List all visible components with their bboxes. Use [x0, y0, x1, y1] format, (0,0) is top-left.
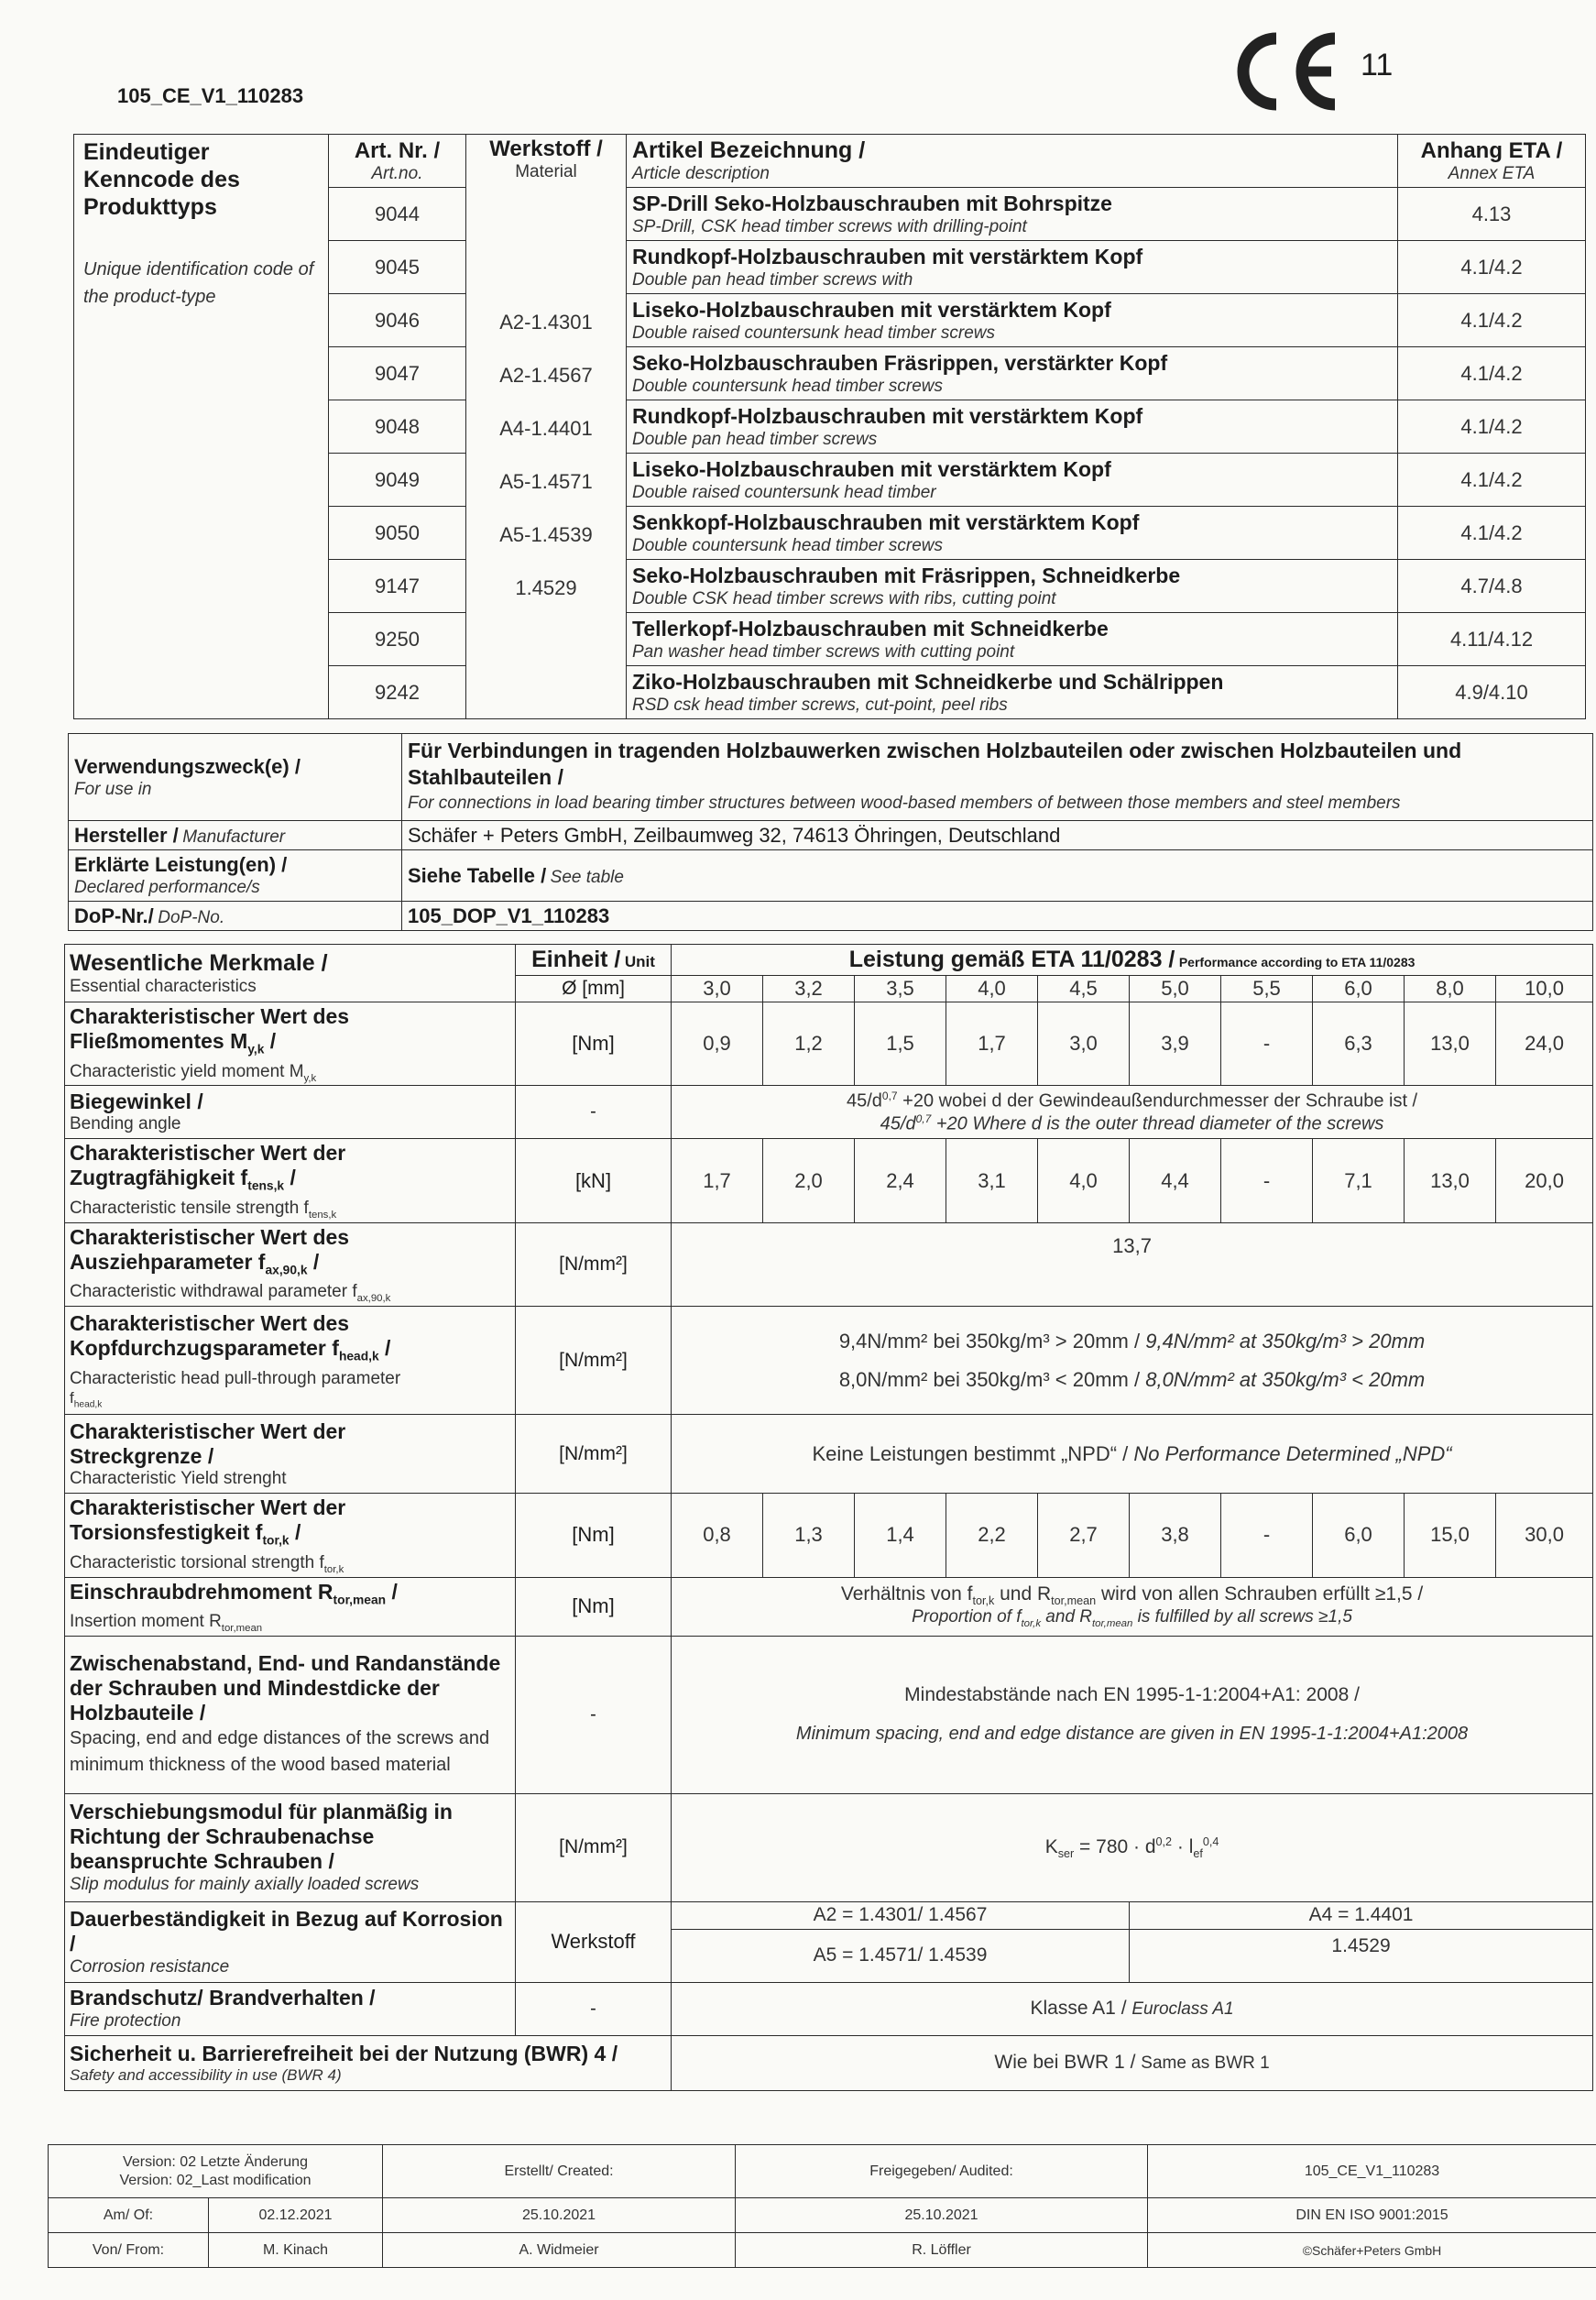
description-en: Double pan head timber screws with [632, 269, 913, 290]
yield-moment-row [65, 1002, 1593, 1086]
tensile-value: 2,0 [763, 1139, 855, 1222]
footer-copyright: ©Schäfer+Peters GmbH [1148, 2233, 1596, 2268]
fire-label-en: Fire protection [70, 2011, 181, 2032]
corrosion-a5: A5 = 1.4571/ 1.4539 [672, 1929, 1130, 1982]
description-de: Liseko-Holzbauschrauben mit verstärktem Kopf [632, 297, 1111, 322]
fire-value-en: Euroclass A1 [1131, 1999, 1234, 2020]
performance-header-en: Performance according to ETA 11/0283 [1178, 955, 1416, 969]
slip-formula-ser: ser [1057, 1847, 1075, 1861]
description-en: Double countersunk head timber screws [632, 535, 944, 555]
withdrawal-label-1: Charakteristischer Wert des [70, 1224, 350, 1249]
tensile-row [65, 1139, 1593, 1222]
slip-formula-ef: ef [1193, 1847, 1203, 1861]
yield-unit: [Nm] [516, 1002, 672, 1086]
yield-value: 3,0 [1038, 1002, 1130, 1086]
headpull-label-1: Charakteristischer Wert des [70, 1311, 350, 1336]
withdrawal-value: 13,7 [672, 1222, 1593, 1306]
torsion-label-end: / [289, 1520, 301, 1545]
performance-value: Siehe Tabelle / [408, 863, 547, 887]
yield-label-end: / [264, 1029, 277, 1053]
description-en: SP-Drill, CSK head timber screws with drilling-point [632, 216, 1027, 236]
char-header-en: Essential characteristics [70, 976, 257, 996]
material-a4-4401: A4-1.4401 [499, 417, 593, 440]
yield-value: 0,9 [672, 1002, 763, 1086]
dop-value: 105_DOP_V1_110283 [402, 902, 1593, 931]
annex: 4.11/4.12 [1398, 613, 1586, 666]
tensile-unit: [kN] [516, 1139, 672, 1222]
corrosion-4529: 1.4529 [1130, 1929, 1593, 1982]
insertion-v1c: und R [994, 1583, 1052, 1605]
slip-formula-exp1: 0,2 [1155, 1835, 1173, 1848]
slip-formula-k: K [1044, 1835, 1058, 1857]
torsion-label-1: Charakteristischer Wert der [70, 1495, 346, 1520]
description-de: Rundkopf-Holzbauschrauben mit verstärktem Kopf [632, 244, 1143, 268]
diameter-value: 6,0 [1313, 976, 1405, 1002]
manufacturer-label-en: Manufacturer [182, 827, 286, 847]
art-no: 9046 [329, 294, 466, 347]
insertion-v1a: Verhältnis von f [840, 1583, 973, 1605]
withdrawal-label-sub: ax,90,k [265, 1263, 308, 1277]
spacing-unit: - [516, 1636, 672, 1793]
bending-v2c: +20 Where d is the outer thread diameter of the screws [931, 1113, 1384, 1134]
bending-v2a: 45/d [880, 1113, 916, 1134]
material-4529: 1.4529 [515, 576, 577, 599]
slip-label-en: Slip modulus for mainly axially loaded screws [70, 1875, 420, 1895]
safety-value: Wie bei BWR 1 / [994, 2052, 1136, 2074]
diameter-value: 3,5 [855, 976, 946, 1002]
yieldstr-label-en: Characteristic Yield strenght [70, 1468, 287, 1488]
annex: 4.1/4.2 [1398, 241, 1586, 294]
annex: 4.7/4.8 [1398, 560, 1586, 613]
yield-label-2: Fließmomentes M [70, 1029, 248, 1053]
fire-unit: - [516, 1982, 672, 2035]
document-id: 105_CE_V1_110283 [117, 84, 304, 107]
annex: 4.9/4.10 [1398, 666, 1586, 719]
safety-row [65, 2035, 1593, 2090]
insertion-v1b: tor,k [972, 1594, 995, 1608]
bending-v1a: 45/d [846, 1090, 882, 1112]
art-no: 9049 [329, 454, 466, 507]
description-de: Liseko-Holzbauschrauben mit verstärktem Kopf [632, 456, 1111, 481]
insertion-v1e: wird von allen Schrauben erfüllt ≥1,5 / [1096, 1583, 1424, 1605]
art-no: 9250 [329, 613, 466, 666]
unit-header-en: Unit [624, 953, 655, 970]
diameter-value: 3,2 [763, 976, 855, 1002]
withdrawal-label-en-sub: ax,90,k [356, 1293, 391, 1305]
bending-v1c: +20 wobei d der Gewindeaußendurchmesser der Schraube ist / [897, 1090, 1418, 1112]
torsion-label-sub: tor,k [262, 1533, 290, 1548]
bending-angle-row [65, 1086, 1593, 1139]
performance-header: Leistung gemäß ETA 11/0283 / [848, 947, 1175, 972]
footer-version: Version: 02 Letzte Änderung [123, 2153, 308, 2170]
withdrawal-unit: [N/mm²] [516, 1222, 672, 1306]
yieldstr-value: Keine Leistungen bestimmt „NPD“ / [812, 1441, 1129, 1465]
diameter-value: 5,0 [1130, 976, 1221, 1002]
description-en: Double countersunk head timber screws [632, 376, 944, 396]
slip-unit: [N/mm²] [516, 1793, 672, 1901]
annex: 4.1/4.2 [1398, 347, 1586, 400]
torsion-value: 15,0 [1405, 1494, 1496, 1577]
torsion-row [65, 1494, 1593, 1577]
description-en: Double raised countersunk head timber screws [632, 323, 996, 343]
headpull-label-en: Characteristic head pull-through parameter [70, 1368, 401, 1388]
fire-label: Brandschutz/ Brandverhalten / [70, 1986, 376, 2010]
diameter-value: 10,0 [1496, 976, 1593, 1002]
description-header-en: Article description [632, 164, 770, 183]
torsion-value: 6,0 [1313, 1494, 1405, 1577]
bending-label-en: Bending angle [70, 1114, 181, 1134]
footer-iso: DIN EN ISO 9001:2015 [1148, 2198, 1596, 2233]
art-no-header-en: Art.no. [371, 163, 423, 183]
yield-value: 13,0 [1405, 1002, 1496, 1086]
head-pull-through-row [65, 1307, 1593, 1415]
footer-von-label: Von/ From: [49, 2233, 209, 2268]
material-header-en: Material [515, 162, 577, 181]
headpull-v2-en: 8,0N/mm² at 350kg/m³ < 20mm [1145, 1367, 1426, 1391]
torsion-value: 1,4 [855, 1494, 946, 1577]
tensile-value: 4,0 [1038, 1139, 1130, 1222]
yield-value: - [1221, 1002, 1313, 1086]
slip-formula-exp2: 0,4 [1202, 1835, 1219, 1848]
torsion-label-en-sub: tor,k [323, 1563, 344, 1575]
headpull-label-sub: head,k [338, 1349, 379, 1364]
insertion-v1d: tor,mean [1051, 1594, 1097, 1608]
fire-value: Klasse A1 / [1030, 1998, 1127, 2020]
headpull-label-en2: f [70, 1388, 74, 1407]
footer-von-value: M. Kinach [209, 2233, 383, 2268]
insertion-label-en: Insertion moment R [70, 1612, 222, 1632]
footer-am-label: Am/ Of: [49, 2198, 209, 2233]
safety-label-en: Safety and accessibility in use (BWR 4) [70, 2065, 342, 2084]
tensile-label-1: Charakteristischer Wert der [70, 1141, 346, 1166]
yield-value: 1,7 [946, 1002, 1038, 1086]
corrosion-label: Dauerbeständigkeit in Bezug auf Korrosion / [70, 1906, 503, 1955]
yield-value: 6,3 [1313, 1002, 1405, 1086]
withdrawal-label-2: Ausziehparameter f [70, 1249, 266, 1274]
withdrawal-label-en: Characteristic withdrawal parameter f [70, 1282, 357, 1302]
tensile-value: 2,4 [855, 1139, 946, 1222]
headpull-v1: 9,4N/mm² bei 350kg/m³ > 20mm / [838, 1329, 1141, 1353]
bending-v1b: 0,7 [881, 1090, 898, 1103]
diameter-value: 3,0 [672, 976, 763, 1002]
spacing-row [65, 1636, 1593, 1793]
slip-formula-l: · l [1172, 1835, 1194, 1857]
diameter-unit: Ø [mm] [516, 976, 672, 1002]
insertion-label-en-sub: tor,mean [221, 1622, 263, 1634]
torsion-unit: [Nm] [516, 1494, 672, 1577]
art-no: 9044 [329, 188, 466, 241]
description-en: Pan washer head timber screws with cutting point [632, 641, 1015, 662]
yield-value: 3,9 [1130, 1002, 1221, 1086]
performance-table [64, 944, 1593, 2091]
insertion-v2a: Proportion of f [912, 1607, 1022, 1627]
footer-am-value: 02.12.2021 [209, 2198, 383, 2233]
description-header: Artikel Bezeichnung / [632, 137, 866, 163]
art-no-header: Art. Nr. / [354, 137, 441, 163]
torsion-label-2: Torsionsfestigkeit f [70, 1520, 263, 1545]
withdrawal-label-end: / [307, 1249, 320, 1274]
insertion-moment-row [65, 1577, 1593, 1636]
footer-approved-date: 25.10.2021 [736, 2198, 1148, 2233]
diameter-value: 5,5 [1221, 976, 1313, 1002]
slip-modulus-row [65, 1793, 1593, 1901]
annex: 4.13 [1398, 188, 1586, 241]
yieldstr-label-1: Charakteristischer Wert der [70, 1418, 346, 1443]
insertion-v2e: is fulfilled by all screws ≥1,5 [1132, 1607, 1352, 1627]
slip-label: Verschiebungsmodul für planmäßig in Richtung der Schraubenachse beanspruchte Schrauben / [70, 1800, 453, 1874]
description-de: Ziko-Holzbauschrauben mit Schneidkerbe und Schälrippen [632, 669, 1224, 694]
art-no: 9048 [329, 400, 466, 454]
insertion-v2d: tor,mean [1092, 1618, 1133, 1630]
headpull-label-end: / [378, 1336, 391, 1361]
footer-doc-id: 105_CE_V1_110283 [1148, 2145, 1596, 2198]
insertion-v2c: and R [1041, 1607, 1093, 1627]
spacing-value-en: Minimum spacing, end and edge distance are given in EN 1995-1-1:2004+A1:2008 [795, 1724, 1469, 1745]
corrosion-a2: A2 = 1.4301/ 1.4567 [672, 1901, 1130, 1929]
spacing-label-en: Spacing, end and edge distances of the screws and minimum thickness of the wood based material [70, 1727, 490, 1775]
yield-strength-row [65, 1415, 1593, 1494]
torsion-value: 2,2 [946, 1494, 1038, 1577]
torsion-value: 1,3 [763, 1494, 855, 1577]
product-id-cell [74, 135, 329, 719]
product-id-label-en: Unique identification code of the product-type [83, 259, 314, 307]
footer-version-en: Version: 02_Last modification [119, 2172, 312, 2188]
insertion-label-end: / [386, 1579, 398, 1604]
tensile-label-en-sub: tens,k [308, 1209, 337, 1221]
dop-label: DoP-Nr./ [74, 904, 154, 927]
tensile-value: 1,7 [672, 1139, 763, 1222]
yield-value: 1,5 [855, 1002, 946, 1086]
torsion-value: 0,8 [672, 1494, 763, 1577]
slip-formula-mid: = 780 · d [1074, 1835, 1156, 1857]
fire-row [65, 1982, 1593, 2035]
bending-v2b: 0,7 [915, 1112, 932, 1125]
info-table [68, 733, 1593, 931]
yield-label-sub: y,k [247, 1042, 265, 1057]
bending-label: Biegewinkel / [70, 1090, 203, 1114]
tensile-label-en: Characteristic tensile strength f [70, 1198, 309, 1218]
insertion-label: Einschraubdrehmoment R [70, 1579, 333, 1604]
art-no: 9242 [329, 666, 466, 719]
description-de: Tellerkopf-Holzbauschrauben mit Schneidkerbe [632, 616, 1109, 641]
torsion-label-en: Characteristic torsional strength f [70, 1552, 324, 1572]
description-de: Rundkopf-Holzbauschrauben mit verstärktem Kopf [632, 403, 1143, 428]
footer-created-label: Erstellt/ Created: [383, 2145, 736, 2198]
art-no: 9050 [329, 507, 466, 560]
insertion-unit: [Nm] [516, 1577, 672, 1636]
description-de: SP-Drill Seko-Holzbauschrauben mit Bohrspitze [632, 191, 1112, 215]
description-de: Seko-Holzbauschrauben mit Fräsrippen, Schneidkerbe [632, 563, 1181, 587]
headpull-label-en2-sub: head,k [73, 1399, 103, 1410]
diameter-value: 4,0 [946, 976, 1038, 1002]
safety-label: Sicherheit u. Barrierefreiheit bei der Nutzung (BWR) 4 / [70, 2041, 618, 2065]
description-de: Seko-Holzbauschrauben Fräsrippen, verstärkter Kopf [632, 350, 1168, 375]
corrosion-label-en: Corrosion resistance [70, 1956, 230, 1977]
description-en: Double CSK head timber screws with ribs, cutting point [632, 588, 1056, 608]
tensile-value: 13,0 [1405, 1139, 1496, 1222]
description-de: Senkkopf-Holzbauschrauben mit verstärktem Kopf [632, 509, 1140, 534]
slip-formula [672, 1793, 1593, 1901]
diameter-value: 4,5 [1038, 976, 1130, 1002]
material-a5-4571: A5-1.4571 [499, 470, 593, 493]
bending-unit: - [516, 1086, 672, 1139]
footer-created-by: A. Widmeier [383, 2233, 736, 2268]
yieldstr-label-2: Streckgrenze / [70, 1443, 214, 1468]
safety-value-en: Same as BWR 1 [1141, 2054, 1270, 2074]
tensile-value: 20,0 [1496, 1139, 1593, 1222]
unit-header: Einheit / [531, 947, 621, 972]
headpull-unit: [N/mm²] [516, 1307, 672, 1415]
yield-label-en: Characteristic yield moment M [70, 1061, 304, 1081]
performance-label: Erklärte Leistung(en) / [74, 853, 288, 876]
performance-value-en: See table [550, 867, 624, 887]
description-en: Double pan head timber screws [632, 429, 878, 449]
material-a2-4301: A2-1.4301 [499, 311, 593, 334]
art-no: 9045 [329, 241, 466, 294]
corrosion-row [65, 1901, 1593, 1929]
manufacturer-label: Hersteller / [74, 823, 179, 847]
footer-table [48, 2144, 1596, 2268]
use-value-en: For connections in load bearing timber structures between wood-based members of between those members and steel members [408, 794, 1401, 813]
yield-value: 1,2 [763, 1002, 855, 1086]
tensile-value: 7,1 [1313, 1139, 1405, 1222]
char-header: Wesentliche Merkmale / [70, 949, 328, 976]
ce-mark-logo [1223, 26, 1342, 117]
yieldstr-value-en: No Performance Determined „NPD“ [1133, 1441, 1452, 1465]
material-header: Werkstoff / [489, 137, 603, 161]
annex: 4.1/4.2 [1398, 294, 1586, 347]
insertion-label-sub: tor,mean [333, 1593, 387, 1607]
corrosion-unit: Werkstoff [516, 1901, 672, 1982]
footer-approved-by: R. Löffler [736, 2233, 1148, 2268]
tensile-value: - [1221, 1139, 1313, 1222]
dop-label-en: DoP-No. [158, 907, 225, 927]
tensile-label-sub: tens,k [247, 1178, 285, 1193]
diameter-value: 8,0 [1405, 976, 1496, 1002]
annex: 4.1/4.2 [1398, 507, 1586, 560]
art-no: 9147 [329, 560, 466, 613]
product-type-table [73, 134, 1586, 719]
headpull-label-2: Kopfdurchzugsparameter f [70, 1336, 339, 1361]
use-label: Verwendungszweck(e) / [74, 754, 301, 778]
product-id-label: Eindeutiger Kenncode des Produkttyps [83, 139, 240, 220]
torsion-value: 3,8 [1130, 1494, 1221, 1577]
use-value: Für Verbindungen in tragenden Holzbauwerken zwischen Holzbauteilen oder zwischen Holzbauteilen und Stahlbauteilen / [408, 739, 1462, 789]
tensile-value: 3,1 [946, 1139, 1038, 1222]
material-column [466, 135, 627, 719]
torsion-value: 2,7 [1038, 1494, 1130, 1577]
annex: 4.1/4.2 [1398, 400, 1586, 454]
art-no: 9047 [329, 347, 466, 400]
tensile-label-2: Zugtragfähigkeit f [70, 1166, 248, 1190]
yield-label-en-sub: y,k [303, 1072, 317, 1084]
corrosion-a4: A4 = 1.4401 [1130, 1901, 1593, 1929]
annex: 4.1/4.2 [1398, 454, 1586, 507]
yieldstr-unit: [N/mm²] [516, 1415, 672, 1494]
footer-created-date: 25.10.2021 [383, 2198, 736, 2233]
annex-header: Anhang ETA / [1420, 137, 1563, 163]
withdrawal-row [65, 1222, 1593, 1306]
tensile-label-end: / [284, 1166, 296, 1190]
manufacturer-value: Schäfer + Peters GmbH, Zeilbaumweg 32, 74613 Öhringen, Deutschland [402, 821, 1593, 850]
tensile-value: 4,4 [1130, 1139, 1221, 1222]
material-a2-4567: A2-1.4567 [499, 364, 593, 387]
use-label-en: For use in [74, 779, 152, 799]
performance-label-en: Declared performance/s [74, 878, 260, 897]
headpull-v1-en: 9,4N/mm² at 350kg/m³ > 20mm [1145, 1329, 1426, 1353]
headpull-v2: 8,0N/mm² bei 350kg/m³ < 20mm / [838, 1367, 1141, 1391]
annex-header-en: Annex ETA [1448, 163, 1536, 183]
spacing-label: Zwischenabstand, End- und Randanstände der Schrauben und Mindestdicke der Holzbauteile / [70, 1650, 501, 1725]
footer-approved-label: Freigegeben/ Audited: [736, 2145, 1148, 2198]
torsion-value: 30,0 [1496, 1494, 1593, 1577]
description-en: Double raised countersunk head timber [632, 482, 936, 502]
yield-value: 24,0 [1496, 1002, 1593, 1086]
description-en: RSD csk head timber screws, cut-point, peel ribs [632, 695, 1008, 715]
material-a5-4539: A5-1.4539 [499, 523, 593, 546]
spacing-value: Mindestabstände nach EN 1995-1-1:2004+A1: 2008 / [904, 1684, 1360, 1706]
insertion-v2b: tor,k [1021, 1618, 1042, 1630]
yield-label-1: Charakteristischer Wert des [70, 1004, 350, 1028]
torsion-value: - [1221, 1494, 1313, 1577]
ce-number: 11 [1361, 48, 1394, 82]
